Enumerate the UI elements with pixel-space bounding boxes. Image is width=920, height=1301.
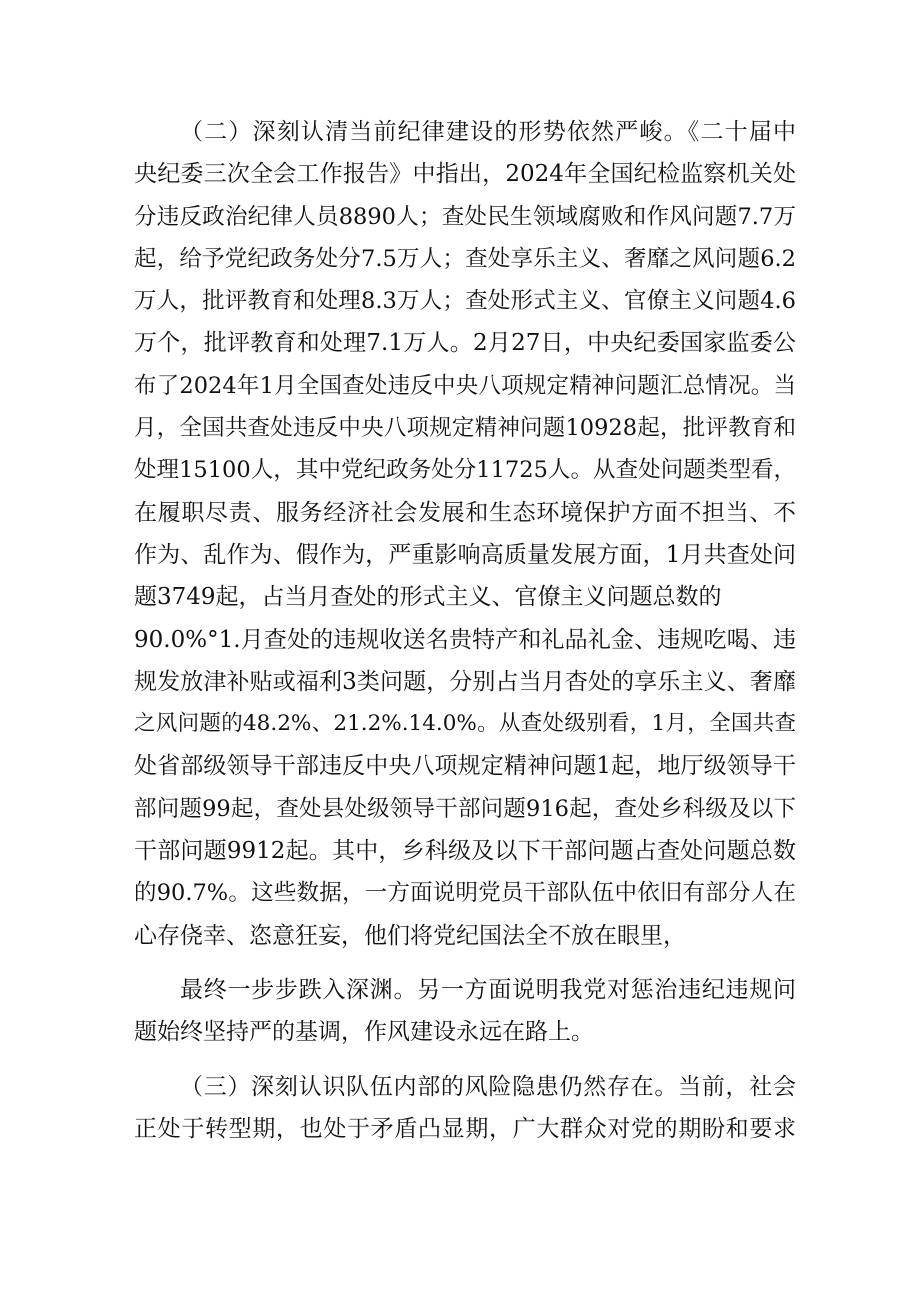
text-line: 月，全国共查处违反中央八项规定精神问题10928起，批评教育和 — [134, 415, 796, 442]
text-line: 题始终坚持严的基调，作风建设永远在路上。 — [134, 1019, 594, 1046]
text-line: （二）深刻认清当前纪律建设的形势依然严峻。《二十届中 — [180, 119, 796, 145]
text-line: （三）深刻认识队伍内部的风险隐患仍然存在。当前，社会 — [180, 1073, 796, 1100]
text-line: 心存侥幸、恣意狂妄，他们将党纪国法全不放在眼里， — [134, 922, 686, 949]
text-line: 部问题99起，查处县处级领导干部问题916起，查处乡科级及以下 — [134, 795, 796, 822]
text-line: 规发放津补贴或福利3类问题，分别占当月杳处的享乐主义、奢靡 — [134, 668, 796, 695]
paragraph-gap — [134, 957, 796, 969]
text-line: 布了2024年1月全国查处违反中央八项规定精神问题汇总情况。当 — [134, 372, 796, 399]
text-line: 处理15100人，其中党纪政务处分11725人。从查处问题类型看， — [134, 457, 796, 484]
paragraph-discipline-situation — [134, 111, 796, 957]
text-line: 万人，批评教育和处理8.3万人；查处形式主义、官僚主义问题4.6 — [134, 288, 796, 315]
text-line: 起，给予党纪政务处分7.5万人；查处享乐主义、奢靡之风问题6.2 — [134, 245, 796, 272]
text-line: 分违反政治纪律人员8890人；查处民生领域腐败和作风问题7.7万 — [134, 203, 796, 230]
text-line: 正处于转型期，也处于矛盾凸显期，广大群众对党的期盼和要求 — [134, 1115, 796, 1142]
paragraph-gap — [134, 1054, 796, 1066]
text-line: 万个，批评教育和处理7.1万人。2月27日，中央纪委国家监委公 — [134, 330, 796, 357]
paragraph-continuation — [134, 969, 796, 1054]
text-line: 干部问题9912起。其中，乡科级及以下干部问题占查处问题总数 — [134, 838, 796, 865]
text-line: 90.0%°1.月查处的违规收送名贵特产和礼品礼金、违规吃喝、违 — [134, 626, 796, 653]
text-line: 作为、乱作为、假作为，严重影响高质量发展方面，1月共查处问 — [134, 541, 796, 568]
text-line: 的90.7%。这些数据，一方面说明党员干部队伍中依旧有部分人在 — [134, 880, 796, 907]
text-line: 处省部级领导干部违反中央八项规定精神问题1起，地厅级领导干 — [134, 753, 796, 780]
text-line: 在履职尽责、服务经济社会发展和生态环境保护方面不担当、不 — [134, 499, 796, 526]
text-line: 题3749起，占当月查处的形式主义、官僚主义问题总数的 — [134, 584, 722, 611]
text-line: 最终一步步跌入深渊。另一方面说明我党对惩治违纪违规问 — [180, 976, 796, 1003]
text-line: 之风问题的48.2%、21.2%.14.0%。从查处级别看，1月，全国共查 — [134, 711, 796, 737]
paragraph-internal-risks — [134, 1066, 796, 1151]
text-line: 央纪委三次全会工作报告》中指出，2024年全国纪检监察机关处 — [134, 161, 796, 188]
document-body — [134, 111, 796, 1150]
